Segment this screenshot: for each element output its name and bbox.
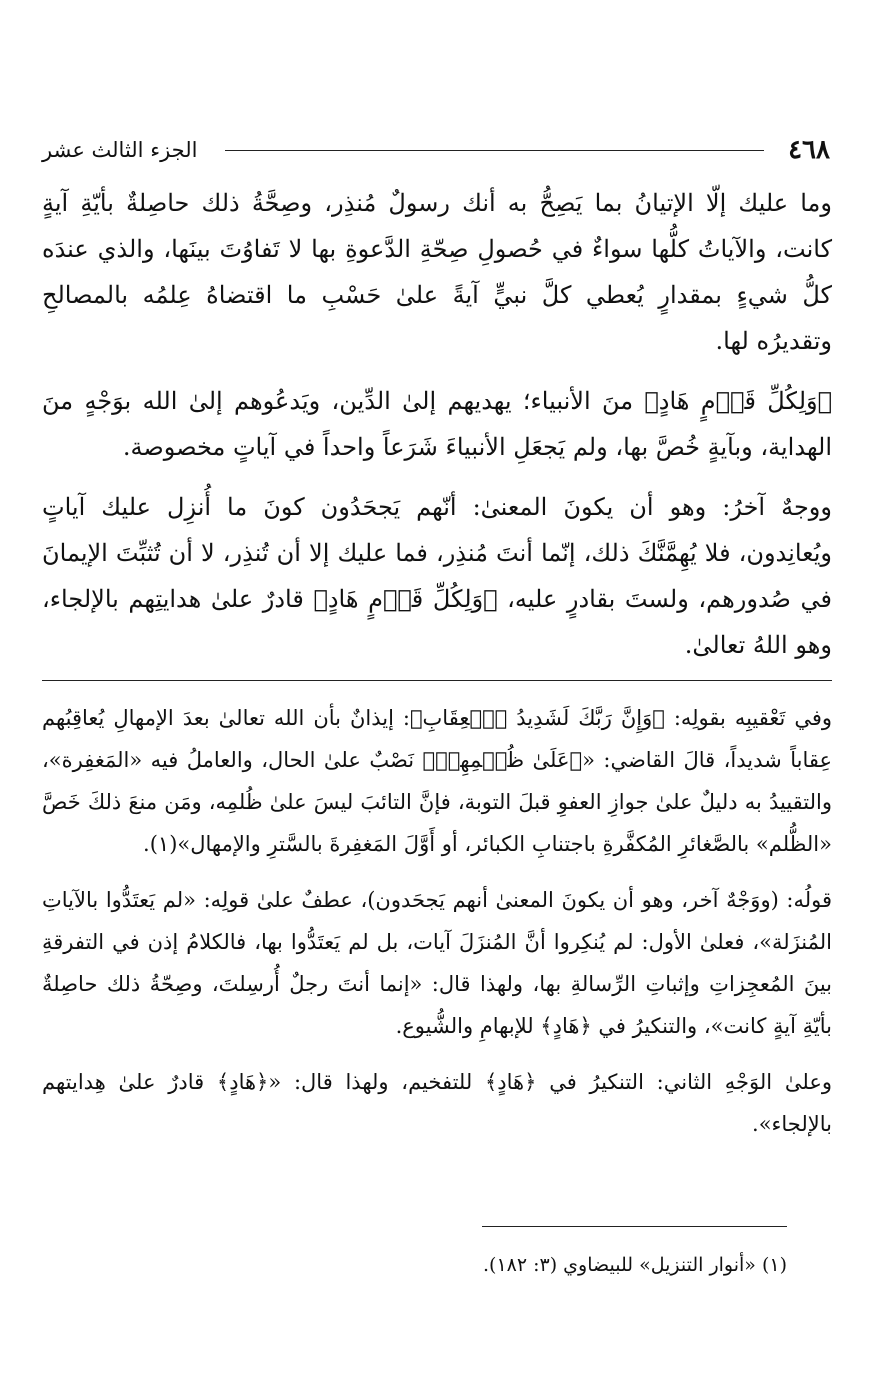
page-number: ٤٦٨ bbox=[788, 135, 830, 165]
commentary-paragraph: وفي تَعْقيبِه بقولِه: ﴿وَإِنَّ رَبَّكَ لَشَدِيدُ ٱلۡعِقَابِ﴾: إيذانٌ بأن الله تعالىٰ بعدَ الإمهالِ يُعاقِبُهم عِقاباً شديداً، قالَ القاضي: «﴿عَلَىٰ ظُلۡمِهِمۡ﴾ نَصْبٌ علىٰ الحال، والعاملُ فيه «المَغفِرة»، والتقييدُ به دليلٌ علىٰ جوازِ العفوِ قبلَ التوبة، فإنَّ التائبَ ليسَ علىٰ ظُلمِه، ومَن منعَ ذلكَ خَصَّ «الظُّلم» بالصَّغائرِ المُكفَّرةِ باجتنابِ الكبائر، أو أَوَّلَ المَغفِرةَ بالسَّترِ والإمهال»(١). bbox=[42, 706, 832, 856]
commentary-paragraph: قولُه: (ووَجْهٌ آخر، وهو أن يكونَ المعنىٰ أنهم يَجحَدون)، عطفٌ علىٰ قولِه: «لم يَعتَدُّوا بالآياتِ المُنزَلة»، فعلىٰ الأول: لم يُنكِروا أنَّ المُنزَلَ آيات، بل لم يَعتَدُّوا بها، فالكلامُ إذن في التفرقةِ بينَ المُعجِزاتِ وإثباتِ الرِّسالةِ بها، ولهذا قال: «إنما أنتَ رجلٌ أُرسِلتَ، وصِحّةُ ذلك حاصِلةٌ بأيّةِ آيةٍ كانت»، والتنكيرُ في ﴿هَادٍ﴾ للإبهامِ والشُّيوع. bbox=[42, 888, 832, 1038]
main-paragraph: ﴿وَلِكُلِّ قَوۡمٍ هَادٍ﴾ منَ الأنبياء؛ يهديهم إلىٰ الدِّين، ويَدعُوهم إلىٰ الله بوَجْهٍ منَ الهداية، وبآيةٍ خُصَّ بها، ولم يَجعَلِ الأنبياءَ شَرَعاً واحداً في آياتٍ مخصوصة. bbox=[42, 387, 832, 461]
commentary-text bbox=[42, 697, 832, 1145]
main-paragraph: وما عليك إلّا الإتيانُ بما يَصِحُّ به أنك رسولٌ مُنذِر، وصِحَّةُ ذلك حاصِلةٌ بأيّةِ آيةٍ كانت، والآياتُ كلُّها سواءٌ في حُصولِ صِحّةِ الدَّعوةِ بها لا تَفاوُتَ بينَها، والذي عندَه كلُّ شيءٍ بمقدارٍ يُعطي كلَّ نبيٍّ آيةً علىٰ حَسْبِ ما اقتضاهُ عِلمُه بالمصالحِ وتقديرُه لها. bbox=[42, 189, 832, 355]
running-header bbox=[42, 132, 830, 168]
commentary-paragraph: وعلىٰ الوَجْهِ الثاني: التنكيرُ في ﴿هَادٍ﴾ للتفخيم، ولهذا قال: «﴿هَادٍ﴾ قادرٌ علىٰ هِدايتهم بالإلجاء». bbox=[42, 1070, 832, 1136]
main-paragraph: ووجهٌ آخرُ: وهو أن يكونَ المعنىٰ: أنّهم يَجحَدُون كونَ ما أُنزِل عليك آياتٍ ويُعانِدون، فلا يُهِمَّنَّكَ ذلك، إنّما أنتَ مُنذِر، فما عليك إلا أن تُنذِر، لا أن تُثبِّتَ الإيمانَ في صُدورهم، ولستَ بقادرٍ عليه، ﴿وَلِكُلِّ قَوۡمٍ هَادٍ﴾ قادرٌ علىٰ هدايتِهم بالإلجاء، وهو اللهُ تعالىٰ. bbox=[42, 493, 832, 659]
main-text bbox=[42, 180, 832, 668]
section-divider bbox=[42, 680, 832, 681]
header-rule bbox=[225, 150, 764, 151]
footnote-rule bbox=[482, 1226, 787, 1227]
part-title: الجزء الثالث عشر bbox=[42, 138, 198, 162]
footnote: (١) «أنوار التنزيل» للبيضاوي (٣: ١٨٢). bbox=[482, 1254, 787, 1276]
